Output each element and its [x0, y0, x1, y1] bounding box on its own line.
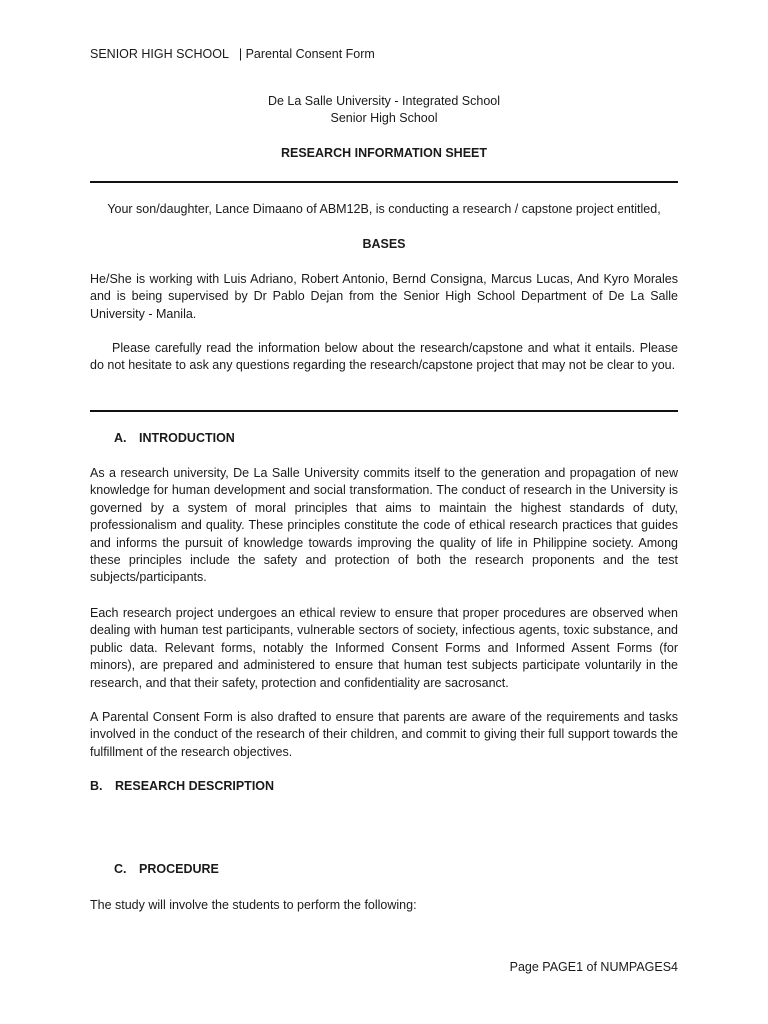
- section-c-number: C.: [114, 862, 127, 876]
- page-footer: Page PAGE1 of NUMPAGES4: [509, 960, 678, 974]
- intro-line: Your son/daughter, Lance Dimaano of ABM12B, is conducting a research / capstone project entitled,: [107, 202, 661, 216]
- intro-paragraph-3: A Parental Consent Form is also drafted to ensure that parents are aware of the requirements and tasks involved in the conduct of the research of their children, and commit to giving their full support towards the fulfillment of the research objectives.: [90, 710, 678, 759]
- section-c-title: PROCEDURE: [139, 862, 219, 876]
- institution-name: De La Salle University - Integrated School: [267, 94, 501, 108]
- institution-division: Senior High School: [330, 111, 438, 125]
- procedure-line: The study will involve the students to perform the following:: [90, 898, 417, 912]
- section-a-heading: [114, 431, 235, 445]
- section-b-title: RESEARCH DESCRIPTION: [115, 779, 275, 793]
- page-header: SENIOR HIGH SCHOOL | Parental Consent Form: [90, 47, 375, 61]
- middle-divider: [90, 410, 678, 412]
- section-b-number: B.: [90, 779, 103, 793]
- section-a-title: INTRODUCTION: [139, 431, 235, 445]
- sheet-title: RESEARCH INFORMATION SHEET: [280, 146, 488, 160]
- section-a-number: A.: [114, 431, 127, 445]
- section-b-heading: [90, 779, 274, 793]
- read-paragraph: Please carefully read the information below about the research/capstone and what it entails. Please do not hesitate to ask any questions regarding the research/capstone project that may not be clear to you.: [90, 341, 678, 373]
- project-title: BASES: [362, 237, 406, 251]
- team-paragraph: He/She is working with Luis Adriano, Robert Antonio, Bernd Consigna, Marcus Lucas, And Kyro Morales and is being supervised by Dr Pablo Dejan from the Senior High School Department of De La Salle University - Manila.: [90, 272, 678, 321]
- intro-paragraph-2: Each research project undergoes an ethical review to ensure that proper procedures are observed when dealing with human test participants, vulnerable sectors of society, infectious agents, toxic substance, and public data. Relevant forms, notably the Informed Consent Forms and Informed Assent Forms (for minors), are prepared and administered to ensure that human test subjects participate voluntarily in the research, and that their safety, protection and confidentiality are sacrosanct.: [90, 606, 678, 690]
- intro-paragraph-1: As a research university, De La Salle University commits itself to the generation and propagation of new knowledge for human development and social transformation. The conduct of research in the University is governed by a system of moral principles that aims to maintain the highest standards of duty, professionalism and quality. These principles constitute the code of ethical research practices that guides and informs the pursuit of knowledge towards improving the quality of life in Philippine society. Among these principles include the safety and protection of both the research proponents and the test subjects/participants.: [90, 466, 678, 585]
- section-c-heading: [114, 862, 219, 876]
- top-divider: [90, 181, 678, 183]
